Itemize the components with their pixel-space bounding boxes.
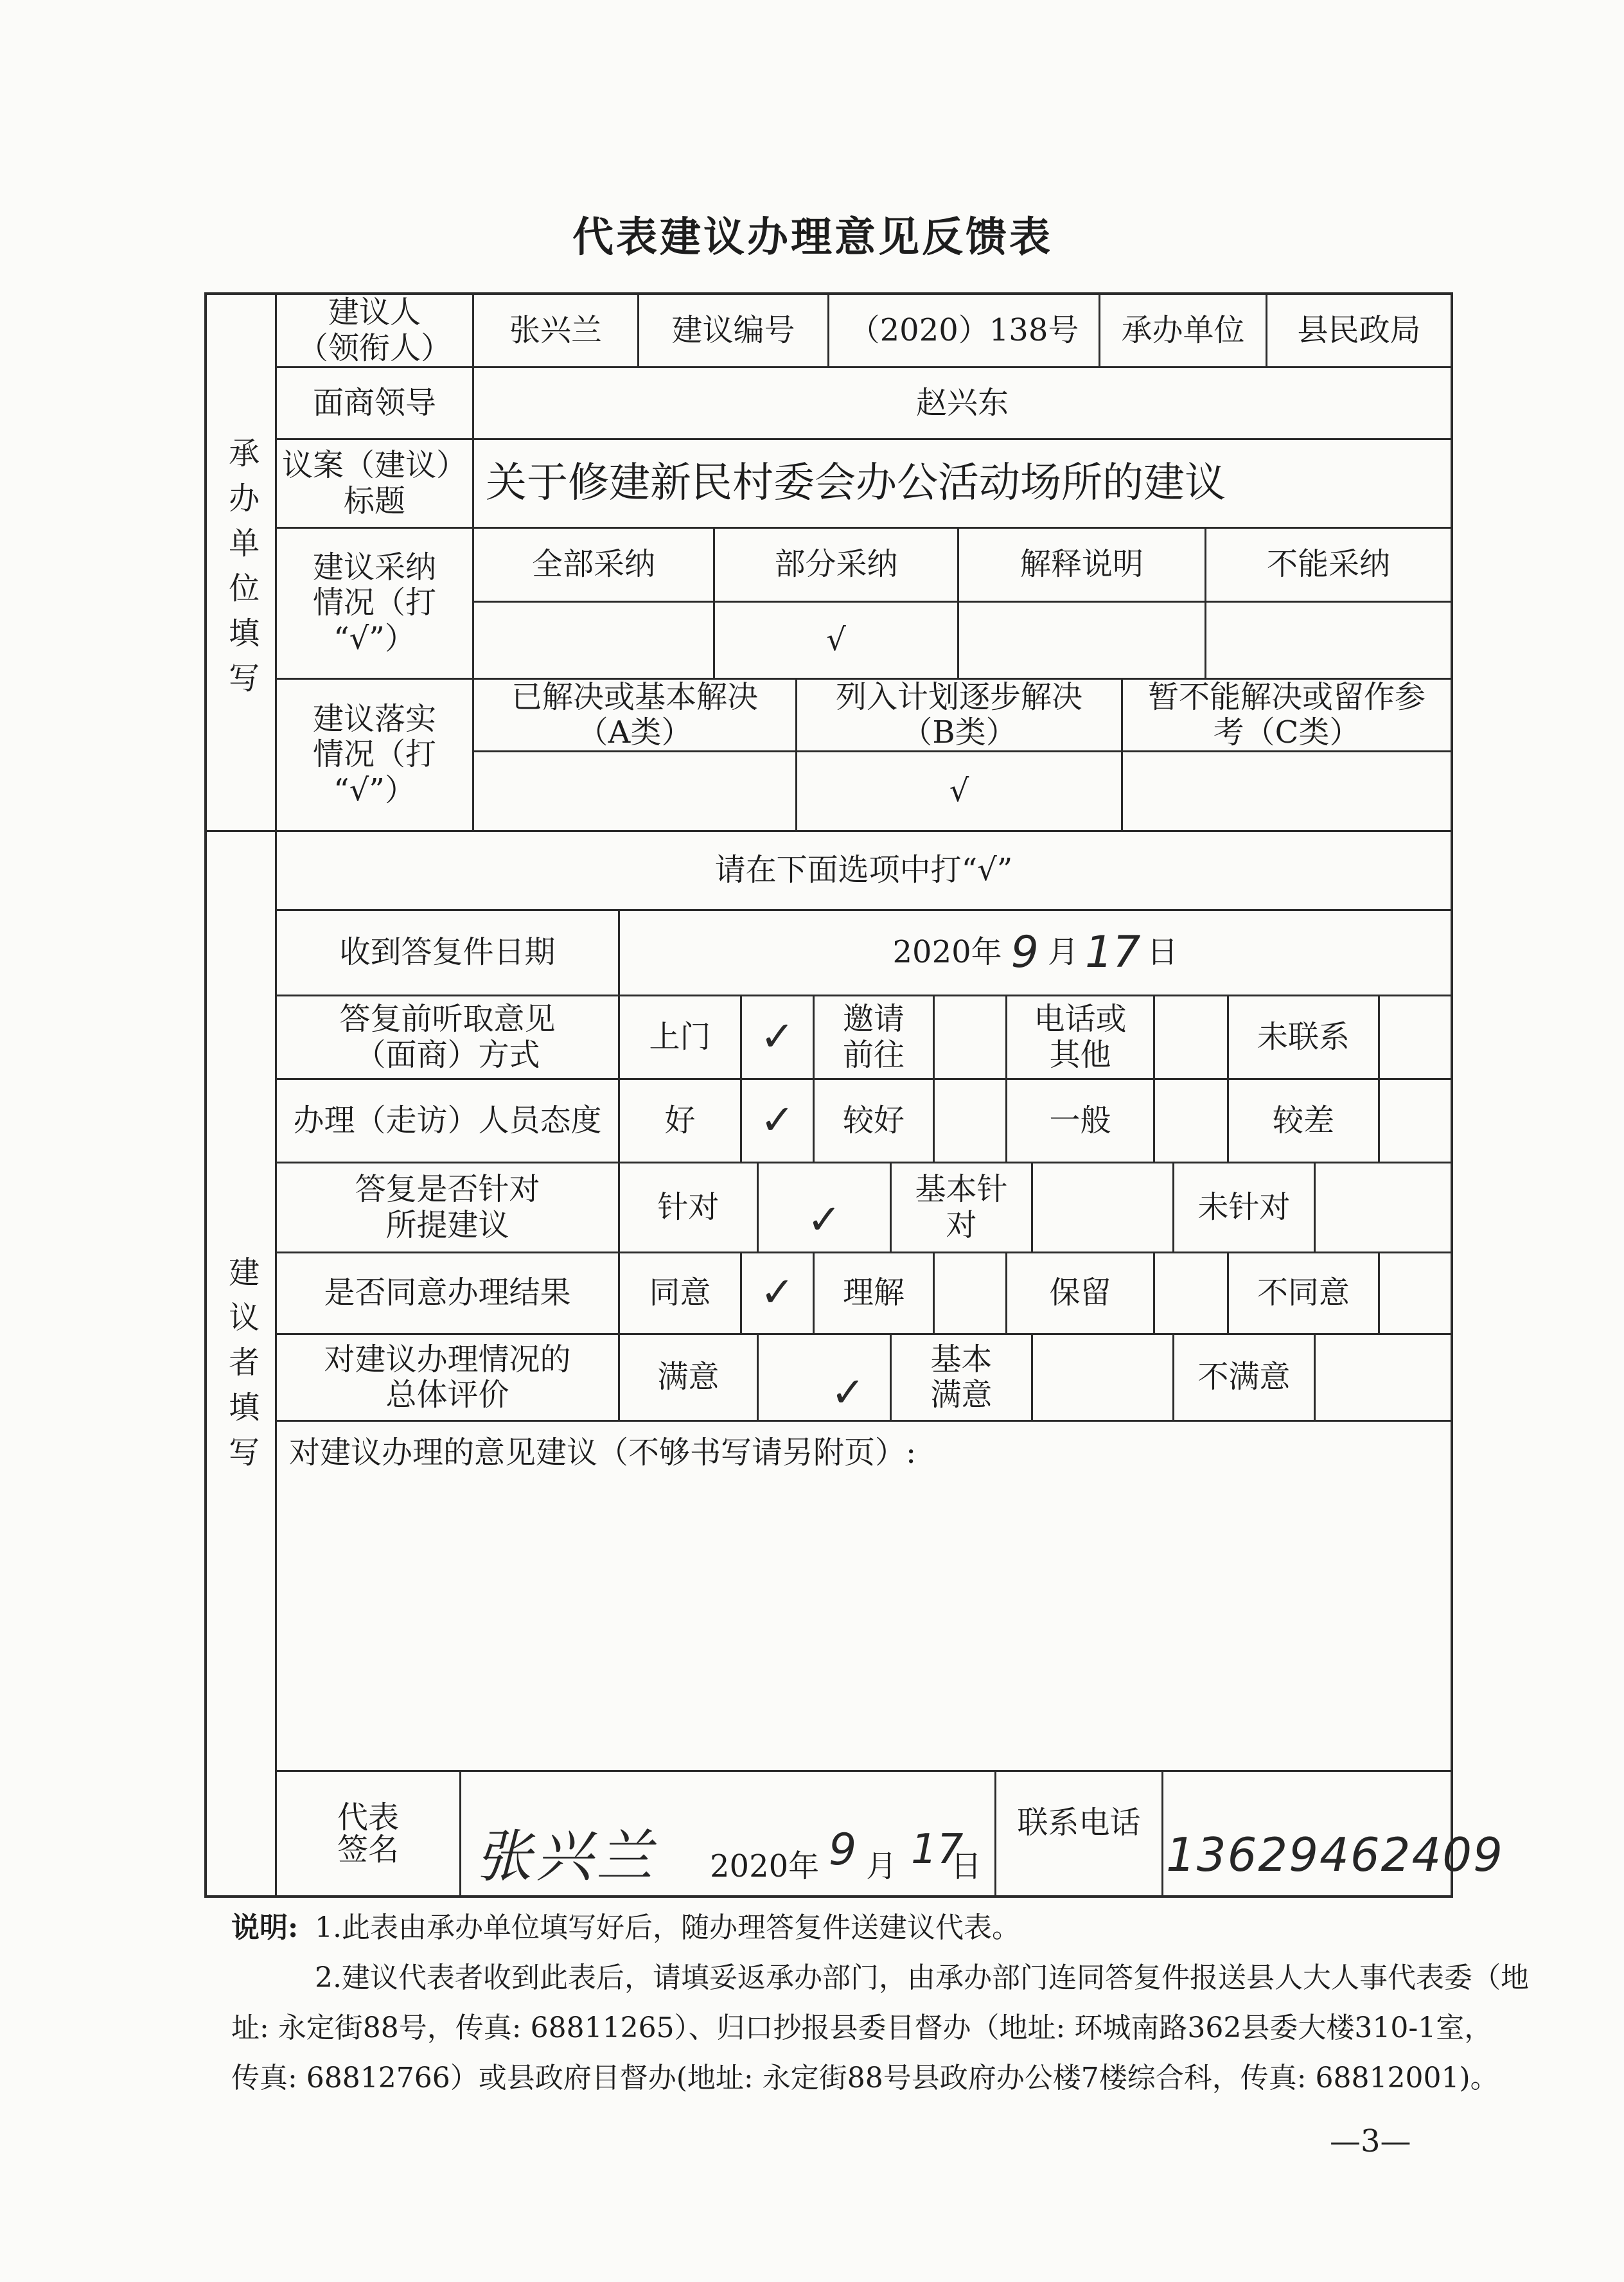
q5-option-mostly: 基本 满意 [930,1341,993,1413]
q1-check-phone[interactable] [1155,996,1227,1078]
q4-option-disagree: 不同意 [1257,1275,1350,1311]
q2-option-average: 一般 [1049,1102,1111,1138]
implementation-check-a[interactable] [474,752,795,830]
phone-label: 联系电话 [1017,1805,1141,1841]
proposal-title-label: 议案（建议） 标题 [281,447,467,519]
q5-check-mostly[interactable]: ✓ [831,1369,865,1417]
received-month-unit: 月 [1047,934,1079,971]
opinion-label: 对建议办理的意见建议（不够书写请另附页）: [289,1435,917,1471]
implementation-label: 建议落实 情况（打 “√”） [312,701,436,808]
signature-month: 9 [829,1825,857,1875]
number-label: 建议编号 [671,312,795,348]
q2-option-poor: 较差 [1272,1102,1334,1138]
implementation-check-b[interactable]: √ [949,772,969,809]
q5-check-mostly-box[interactable] [1033,1335,1172,1420]
q3-label: 答复是否针对 所提建议 [355,1171,540,1243]
unit-value: 县民政局 [1297,312,1421,348]
instruction-text: 请在下面选项中打“√” [714,852,1013,889]
leader-label: 面商领导 [312,384,436,421]
q4-option-agree: 同意 [649,1275,711,1311]
implementation-option-c: 暂不能解决或留作参 考（C类） [1147,680,1425,750]
q2-label: 办理（走访）人员态度 [293,1102,602,1138]
adoption-check-reject[interactable] [1206,603,1451,678]
q2-check-good[interactable]: ✓ [760,1096,795,1144]
signature-day: 17 [911,1826,964,1873]
q5-option-satisfied: 满意 [657,1359,719,1395]
signature-name: 张兴兰 [475,1823,657,1889]
q1-option-visit: 上门 [649,1018,711,1055]
adoption-check-partial[interactable]: √ [826,621,846,658]
adoption-option-explain: 解释说明 [1019,546,1143,583]
adoption-option-full: 全部采纳 [531,546,655,583]
signature-area[interactable] [469,1812,983,1889]
leader-value: 赵兴东 [915,384,1009,421]
q3-check-not[interactable] [1316,1163,1451,1252]
implementation-check-c[interactable] [1123,752,1451,830]
q4-check-understand[interactable] [935,1253,1005,1333]
q1-check-invite[interactable] [935,996,1005,1078]
q2-option-fair: 较好 [842,1102,905,1138]
received-month: 9 [1011,926,1039,978]
q3-option-not: 未针对 [1197,1189,1291,1225]
q3-option-mostly: 基本针 对 [915,1171,1008,1243]
q2-check-average[interactable] [1155,1080,1227,1162]
q2-check-poor[interactable] [1380,1080,1451,1162]
signature-month-unit: 月 [866,1848,897,1884]
received-day-unit: 日 [1147,934,1178,971]
q4-check-reserve[interactable] [1155,1253,1227,1333]
opinion-textarea[interactable] [277,1478,1451,1768]
q1-label: 答复前听取意见 （面商）方式 [339,1001,556,1073]
proposer-label: 建议人 （领衔人） [297,295,452,366]
received-day: 17 [1084,926,1141,978]
implementation-option-a: 已解决或基本解决 （A类） [511,680,758,750]
adoption-check-explain[interactable] [959,603,1205,678]
q1-check-visit[interactable]: ✓ [760,1013,795,1061]
proposer-value: 张兴兰 [509,312,602,348]
note-1: 1.此表由承办单位填写好后，随办理答复件送建议代表。 [315,1911,1020,1944]
received-date-label: 收到答复件日期 [339,934,556,971]
number-value: （2020）138号 [849,312,1079,348]
adoption-check-full[interactable] [474,603,713,678]
unit-label: 承办单位 [1121,312,1245,348]
q4-check-disagree[interactable] [1380,1253,1451,1333]
q1-check-none[interactable] [1380,996,1451,1078]
q2-check-fair[interactable] [935,1080,1005,1162]
implementation-option-b: 列入计划逐步解决 （B类） [835,680,1082,750]
adoption-option-reject: 不能采纳 [1266,546,1390,583]
note-2-line-2: 址: 永定街88号，传真: 68811265）、归口抄报县委目督办（地址: 环城南路362县委大楼310-1室， [231,2012,1493,2044]
q1-option-invite: 邀请 前往 [842,1001,905,1073]
received-date-value [620,911,1451,995]
signature-day-unit: 日 [951,1848,982,1884]
q4-label: 是否同意办理结果 [324,1275,571,1311]
q5-option-dissatisfied: 不满意 [1197,1359,1291,1395]
adoption-label: 建议采纳 情况（打 “√”） [312,549,436,657]
q1-option-phone: 电话或 其他 [1034,1001,1127,1073]
section-label-undertaker: 承办单位填写 [223,437,260,707]
q3-option-targeted: 针对 [657,1189,719,1225]
q2-option-good: 好 [664,1102,696,1138]
q1-option-none: 未联系 [1257,1018,1350,1055]
q3-check-targeted[interactable]: ✓ [807,1196,842,1244]
page-title: 代表建议办理意见反馈表 [572,213,1053,262]
note-2-line-1: 2.建议代表者收到此表后，请填妥返承办部门，由承办部门连同答复件报送县人大人事代表委（地 [315,1961,1529,1994]
signature-year: 2020年 [710,1848,820,1884]
q4-check-agree[interactable]: ✓ [760,1269,795,1317]
adoption-option-partial: 部分采纳 [774,546,898,583]
received-year: 2020年 [892,934,1002,971]
phone-value[interactable]: 13629462409 [1166,1828,1504,1882]
page-number: —3— [1330,2123,1411,2159]
section-label-proposer: 建议者填写 [223,1256,260,1481]
notes-label: 说明: [231,1911,299,1944]
q5-check-dissatisfied[interactable] [1316,1335,1451,1420]
q3-check-mostly[interactable] [1033,1163,1172,1252]
q4-option-reserve: 保留 [1049,1275,1111,1311]
note-2-line-3: 传真: 68812766）或县政府目督办(地址: 永定街88号县政府办公楼7楼综合科，传真: 68812001)。 [231,2062,1499,2094]
q4-option-understand: 理解 [842,1275,905,1311]
signature-label: 代表 签名 [337,1799,399,1868]
proposal-title-value: 关于修建新民村委会办公活动场所的建议 [486,459,1226,507]
q5-label: 对建议办理情况的 总体评价 [324,1341,571,1413]
